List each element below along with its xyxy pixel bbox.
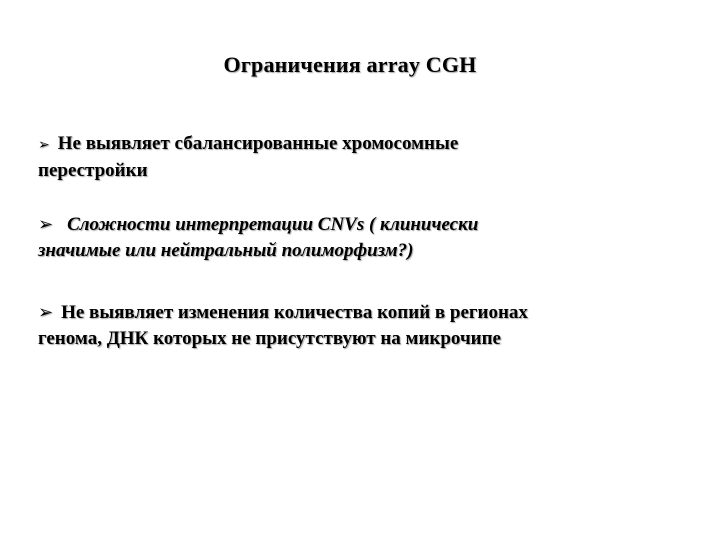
bullet-item-1 xyxy=(38,131,678,184)
slide-title: Ограничения array CGH xyxy=(223,52,477,77)
bullet-2-line-2: значимые или нейтральный полиморфизм?) xyxy=(38,240,414,261)
arrowhead-bullet-icon: ➢ xyxy=(38,302,54,323)
bullet-item-2 xyxy=(38,212,678,264)
arrowhead-bullet-icon: ➢ xyxy=(38,137,50,153)
bullet-2-line-1: Сложности интерпретации CNVs ( клинически xyxy=(67,214,479,235)
bullet-3-line-2: генома, ДНК которых не присутствуют на микрочипе xyxy=(38,328,501,349)
arrowhead-bullet-icon: ➢ xyxy=(38,214,54,235)
bullet-item-3 xyxy=(38,300,678,352)
bullet-1-line-2: перестройки xyxy=(38,160,148,181)
bullet-3-line-1: Не выявляет изменения количества копий в регионах xyxy=(61,302,528,323)
bullet-1-line-1: Не выявляет сбалансированные хромосомные xyxy=(57,133,459,154)
